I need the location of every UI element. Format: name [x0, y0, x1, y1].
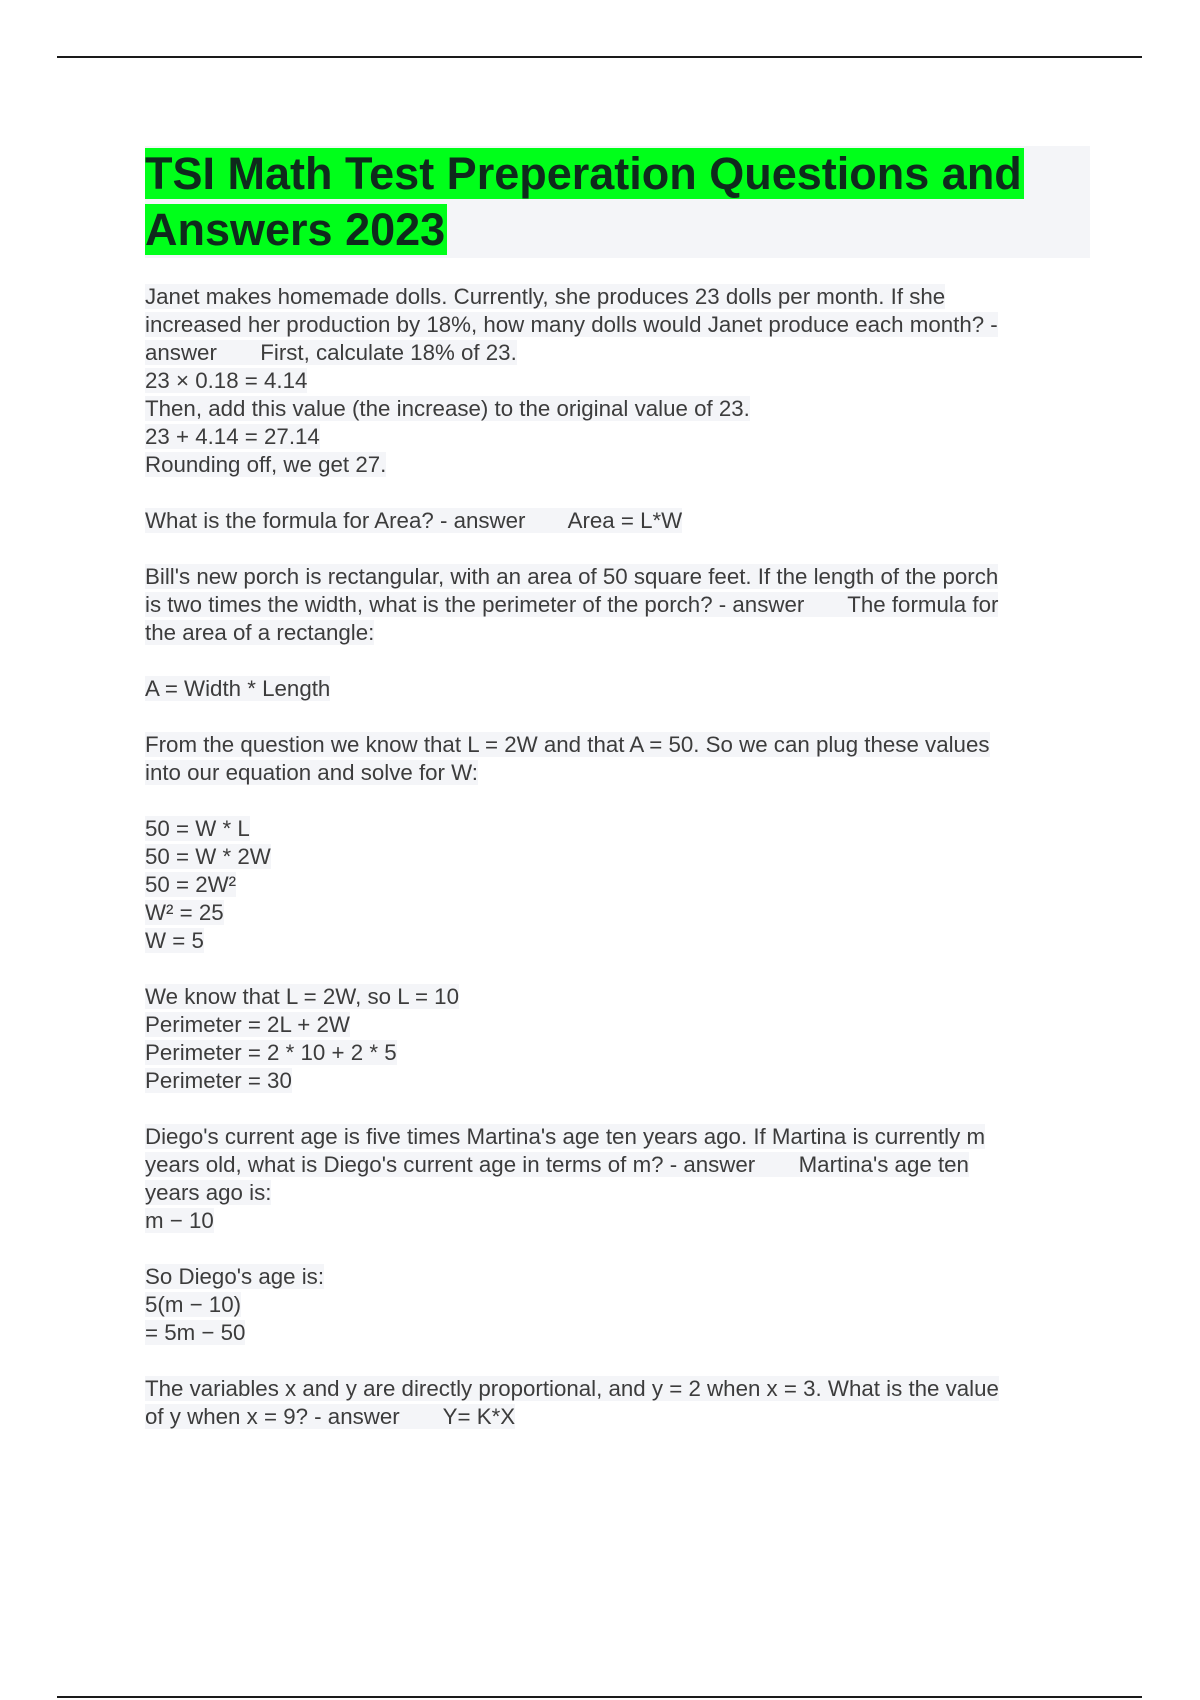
text-line — [145, 1151, 1090, 1179]
blank-line — [145, 955, 1090, 983]
text-line — [145, 1067, 1090, 1095]
text-line — [145, 619, 1090, 647]
text-line — [145, 899, 1090, 927]
text-line-content: Perimeter = 2 * 10 + 2 * 5 — [145, 1040, 397, 1065]
text-line — [145, 395, 1090, 423]
text-line — [145, 871, 1090, 899]
text-line-content: 23 × 0.18 = 4.14 — [145, 368, 308, 393]
blank-line — [145, 535, 1090, 563]
text-line-content: 50 = 2W² — [145, 872, 237, 897]
text-line-content: The variables x and y are directly proportional, and y = 2 when x = 3. What is the value — [145, 1376, 999, 1401]
blank-line — [145, 1347, 1090, 1375]
text-line — [145, 1403, 1090, 1431]
text-line-content: Janet makes homemade dolls. Currently, she produces 23 dolls per month. If she — [145, 284, 946, 309]
text-line-content: W² = 25 — [145, 900, 224, 925]
text-line-content: Diego's current age is five times Martina's age ten years ago. If Martina is currently m — [145, 1124, 986, 1149]
text-line-content: A = Width * Length — [145, 676, 331, 701]
text-line — [145, 1263, 1090, 1291]
text-line — [145, 423, 1090, 451]
text-line-content: Rounding off, we get 27. — [145, 452, 387, 477]
text-line-content: 23 + 4.14 = 27.14 — [145, 424, 320, 449]
title-block — [145, 146, 1090, 258]
blank-line — [145, 787, 1090, 815]
text-line-content: Bill's new porch is rectangular, with an area of 50 square feet. If the length of the porch — [145, 564, 999, 589]
text-line — [145, 759, 1090, 787]
bottom-rule — [57, 1696, 1142, 1698]
text-line-content: W = 5 — [145, 928, 204, 953]
text-line — [145, 339, 1090, 367]
text-line — [145, 283, 1090, 311]
text-line — [145, 1039, 1090, 1067]
blank-line — [145, 703, 1090, 731]
text-line — [145, 983, 1090, 1011]
text-line — [145, 367, 1090, 395]
text-line — [145, 675, 1090, 703]
text-line-content: 50 = W * 2W — [145, 844, 271, 869]
text-line — [145, 311, 1090, 339]
text-line — [145, 815, 1090, 843]
text-line — [145, 1011, 1090, 1039]
text-line-content: So Diego's age is: — [145, 1264, 325, 1289]
text-line-content: Perimeter = 2L + 2W — [145, 1012, 350, 1037]
text-line — [145, 731, 1090, 759]
text-line — [145, 843, 1090, 871]
page-title — [145, 146, 1090, 258]
text-line — [145, 563, 1090, 591]
text-line — [145, 927, 1090, 955]
text-line-content: answer First, calculate 18% of 23. — [145, 340, 517, 365]
text-line — [145, 1291, 1090, 1319]
text-line-content: is two times the width, what is the perimeter of the porch? - answer The formula for — [145, 592, 999, 617]
text-line-content: into our equation and solve for W: — [145, 760, 479, 785]
text-line — [145, 507, 1090, 535]
text-line-content: the area of a rectangle: — [145, 620, 375, 645]
text-line-content: 5(m − 10) — [145, 1292, 242, 1317]
top-rule — [57, 56, 1142, 58]
text-line-content: What is the formula for Area? - answer Area = L*W — [145, 508, 683, 533]
blank-line — [145, 1095, 1090, 1123]
text-line-content: 50 = W * L — [145, 816, 250, 841]
text-line-content: increased her production by 18%, how many dolls would Janet produce each month? - — [145, 312, 998, 337]
title-line-1: TSI Math Test Preperation Questions and — [145, 148, 1022, 199]
text-line-content: Perimeter = 30 — [145, 1068, 292, 1093]
blank-line — [145, 647, 1090, 675]
text-line — [145, 1207, 1090, 1235]
title-line-2: Answers 2023 — [145, 204, 446, 255]
text-line-content: m − 10 — [145, 1208, 214, 1233]
text-line-content: From the question we know that L = 2W and that A = 50. So we can plug these values — [145, 732, 990, 757]
text-line-content: years ago is: — [145, 1180, 272, 1205]
text-line-content: of y when x = 9? - answer Y= K*X — [145, 1404, 516, 1429]
text-line — [145, 1123, 1090, 1151]
text-line — [145, 1179, 1090, 1207]
text-line-content: = 5m − 50 — [145, 1320, 246, 1345]
blank-line — [145, 1235, 1090, 1263]
text-line-content: Then, add this value (the increase) to the original value of 23. — [145, 396, 750, 421]
blank-line — [145, 479, 1090, 507]
text-line — [145, 1319, 1090, 1347]
text-line — [145, 591, 1090, 619]
text-line-content: years old, what is Diego's current age in terms of m? - answer Martina's age ten — [145, 1152, 969, 1177]
document-body — [145, 283, 1090, 1431]
text-line — [145, 1375, 1090, 1403]
text-line-content: We know that L = 2W, so L = 10 — [145, 984, 459, 1009]
text-line — [145, 451, 1090, 479]
